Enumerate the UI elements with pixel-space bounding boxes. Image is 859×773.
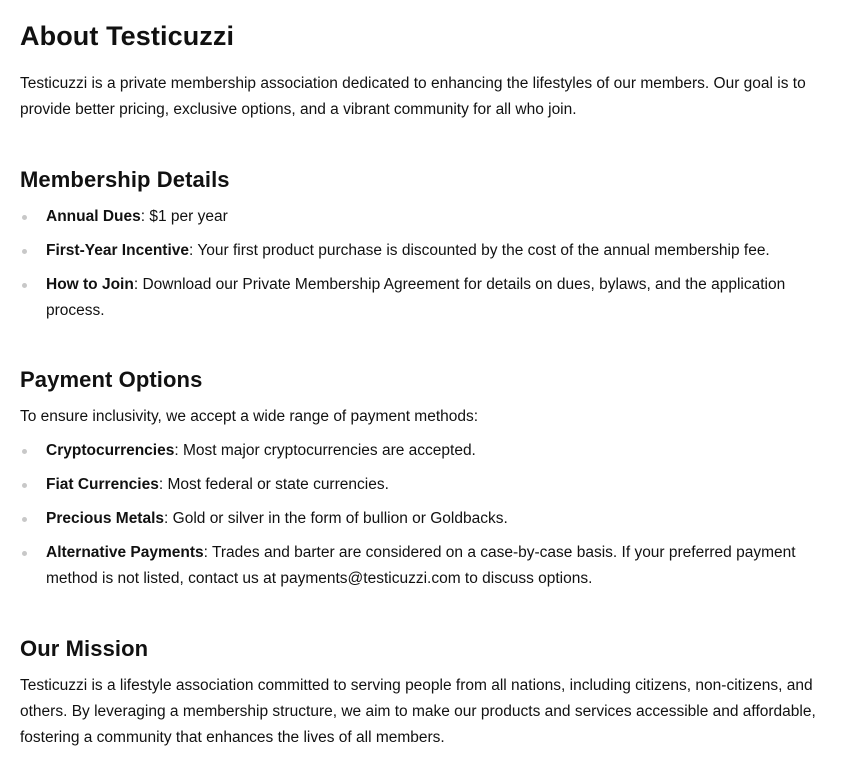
list-item-term: Cryptocurrencies [46, 442, 175, 459]
payment-intro: To ensure inclusivity, we accept a wide range of payment methods: [20, 408, 479, 425]
page-title: About Testicuzzi [20, 21, 235, 51]
list-item-term: Alternative Payments [46, 544, 204, 561]
list-item-term: Precious Metals [46, 510, 165, 527]
list-item-term: First-Year Incentive [46, 242, 190, 259]
membership-heading: Membership Details [20, 167, 230, 192]
list-item [20, 506, 835, 532]
list-item [20, 472, 835, 498]
list-item-text: : Gold or silver in the form of bullion or Goldbacks. [164, 510, 508, 527]
mission-paragraph: Testicuzzi is a lifestyle association committed to serving people from all nations, including citizens, non-citizens, and others. By leveraging a membership structure, we aim to make our products and services accessible and affordable, fostering a community that enhances the lives of all members. [20, 677, 816, 746]
list-item-text: : Most major cryptocurrencies are accepted. [174, 442, 476, 459]
list-item [20, 540, 835, 592]
list-item [20, 238, 835, 264]
list-item-text: : Download our Private Membership Agreement for details on dues, bylaws, and the application process. [46, 276, 786, 319]
about-paragraph: Testicuzzi is a private membership association dedicated to enhancing the lifestyles of our members. Our goal is to provide better pricing, exclusive options, and a vibrant community for all who join. [20, 75, 806, 118]
list-item [20, 272, 835, 324]
mission-heading: Our Mission [20, 636, 149, 661]
list-item-term: Fiat Currencies [46, 476, 159, 493]
list-item-text: : Most federal or state currencies. [158, 476, 389, 493]
payment-heading: Payment Options [20, 367, 203, 392]
list-item-term: Annual Dues [46, 208, 141, 225]
list-item [20, 204, 835, 230]
list-item-text: : Trades and barter are considered on a case-by-case basis. If your preferred payment method is not listed, contact us at payments@testicuzzi.com to discuss options. [46, 544, 796, 587]
list-item-term: How to Join [46, 276, 134, 293]
list-item-text: : $1 per year [140, 208, 228, 225]
membership-list [20, 204, 835, 332]
list-item [20, 438, 835, 464]
list-item-text: : Your first product purchase is discounted by the cost of the annual membership fee. [189, 242, 770, 259]
payment-list [20, 438, 835, 600]
